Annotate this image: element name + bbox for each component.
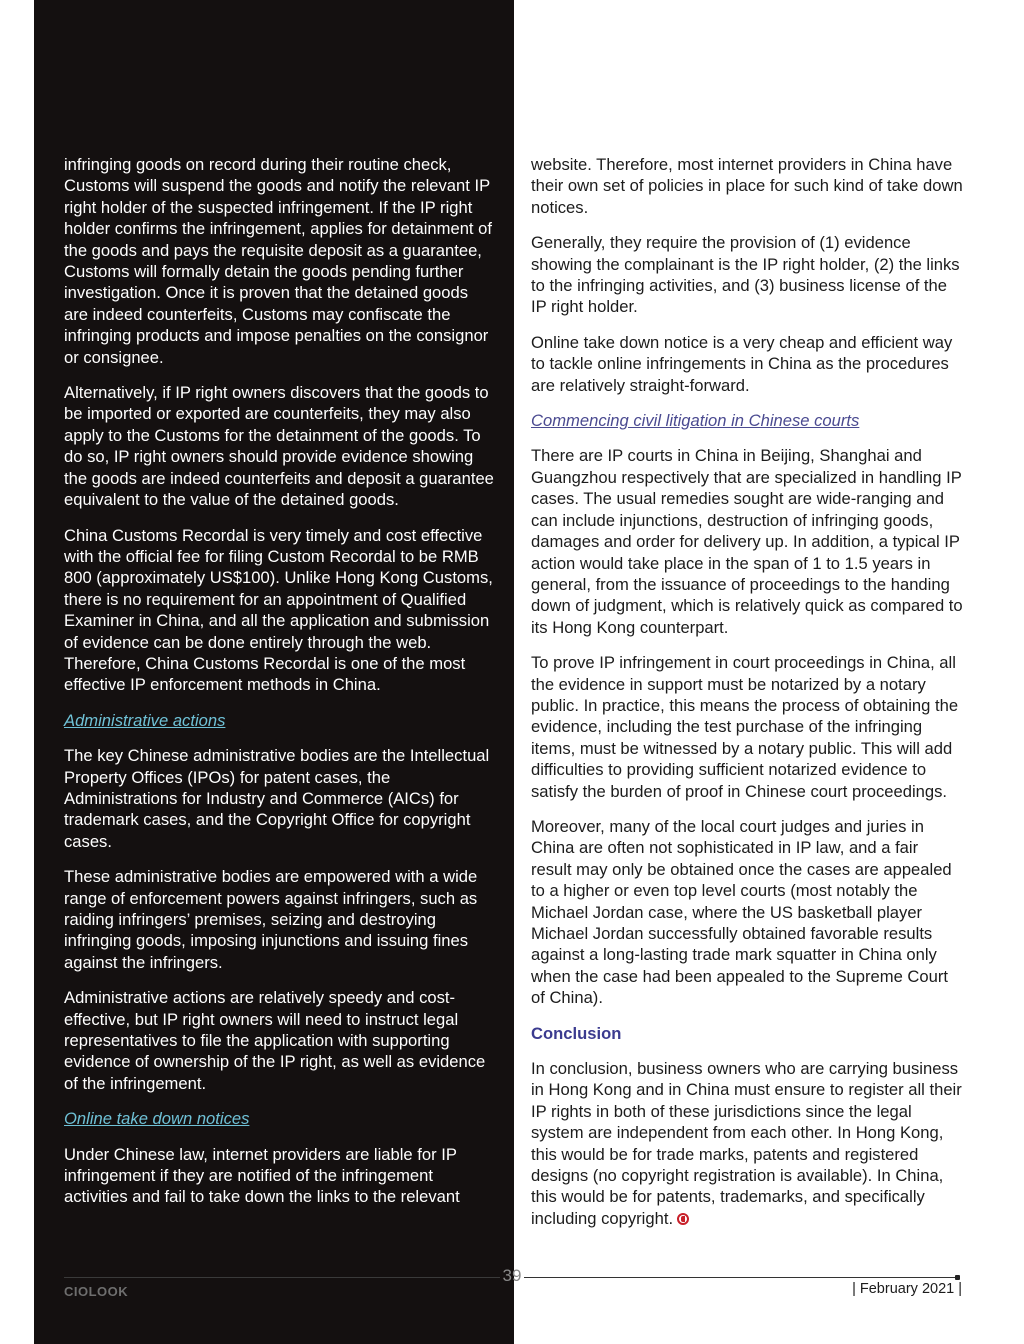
right-paragraph-2: Generally, they require the provision of (1) evidence showing the complainant is the IP right holder, (2) the links to the infringing activities, and (3) business license of the IP right holder.	[531, 233, 960, 317]
ciolook-end-mark-icon	[677, 1213, 689, 1225]
administrative-actions-subheading: Administrative actions	[64, 710, 226, 730]
left-paragraph-4: The key Chinese administrative bodies are the Intellectual Property Offices (IPOs) for patent cases, the Administrations for Industry and Commerce (AICs) for trademark cases, and the Copyright Office for copyright cases.	[64, 746, 490, 851]
online-take-down-notices-subheading: Online take down notices	[64, 1109, 250, 1129]
left-paragraph-3: China Customs Recordal is very timely and cost effective with the official fee for filing Custom Recordal to be RMB 800 (approximately US$100). Unlike Hong Kong Customs, there is no requirement for an appointment of Qualified Examiner in China, and all the application and submission of evidence can be done entirely through the web. Therefore, China Customs Recordal is one of the most effective IP enforcement methods in China.	[64, 525, 493, 695]
left-paragraph-5: These administrative bodies are empowered with a wide range of enforcement powers against infringers, such as raiding infringers’ premises, seizing and destroying infringing goods, imposing injunctions and issuing fines against the infringers.	[64, 867, 478, 972]
conclusion-heading: Conclusion	[531, 1023, 622, 1043]
right-column	[531, 154, 963, 1243]
conclusion-text: In conclusion, business owners who are carrying business in Hong Kong and in China must ensure to register all their IP rights in both of these jurisdictions since the legal system are independent from each other. In Hong Kong, this would be for trade marks, patents and registered designs (no copyright registration is available). In China, this would be for patents, trademarks, and specifically including copyright.	[531, 1059, 962, 1228]
footer-divider-right	[524, 1277, 960, 1278]
right-paragraph-6: Moreover, many of the local court judges and juries in China are often not sophisticated in IP law, and a fair result may only be obtained once the cases are appealed to a higher or even top level courts (most notably the Michael Jordan case, where the US basketball player Michael Jordan successfully obtained favorable results against a long-lasting trade mark squatter in China only when the case had been appealed to the Supreme Court of China).	[531, 816, 952, 1008]
left-paragraph-7: Under Chinese law, internet providers are liable for IP infringement if they are notified of the infringement activities and fail to take down the links to the relevant	[64, 1144, 460, 1207]
right-paragraph-4: There are IP courts in China in Beijing, Shanghai and Guangzhou respectively that are specialized in handling IP cases. The usual remedies sought are wide-ranging and can include injunctions, destruction of infringing goods, damages and order for delivery up. In addition, a typical IP action would take place in the span of 1 to 1.5 years in general, from the issuance of proceedings to the handing down of judgment, which is relatively quick as compared to its Hong Kong counterpart.	[531, 446, 963, 637]
footer-divider-left	[64, 1277, 500, 1278]
civil-litigation-subheading: Commencing civil litigation in Chinese courts	[531, 411, 860, 431]
footer-end-dot	[955, 1275, 960, 1280]
right-paragraph-3: Online take down notice is a very cheap and efficient way to tackle online infringements in China as the procedures are relatively straight-forward.	[531, 332, 953, 395]
left-paragraph-2: Alternatively, if IP right owners discovers that the goods to be imported or exported are counterfeits, they may also apply to the Customs for the detainment of the goods. To do so, IP right owners should provide evidence showing the goods are indeed counterfeits and deposit a guarantee equivalent to the value of the detained goods.	[64, 383, 494, 510]
right-paragraph-5: To prove IP infringement in court proceedings in China, all the evidence in support must be notarized by a notary public. In practice, this means the process of obtaining the evidence, including the test purchase of the infringing items, must be witnessed by a notary public. This will add difficulties to providing sufficient notarized evidence to satisfy the burden of proof in Chinese court proceedings.	[531, 653, 959, 801]
left-paragraph-6: Administrative actions are relatively speedy and cost-effective, but IP right owners will need to instruct legal representatives to file the application with supporting evidence of ownership of the IP right, as well as evidence of the infringement.	[64, 988, 486, 1093]
right-paragraph-1: website. Therefore, most internet providers in China have their own set of policies in place for such kind of take down notices.	[531, 155, 963, 217]
page-number: 39	[502, 1266, 522, 1285]
issue-date: | February 2021 |	[852, 1281, 962, 1297]
left-paragraph-1: infringing goods on record during their routine check, Customs will suspend the goods and notify the relevant IP right holder of the suspected infringement. If the IP right holder confirms the infringement, applies for detainment of the goods and pays the requisite deposit as a guarantee, Customs will formally detain the goods pending further investigation. Once it is proven that the detained goods are indeed counterfeits, Customs may confiscate the infringing products and impose penalties on the consignor or consignee.	[64, 155, 492, 367]
right-paragraph-7	[531, 1058, 963, 1229]
left-column	[64, 154, 496, 1222]
ciolook-logo: CIOLOOK	[64, 1284, 129, 1299]
